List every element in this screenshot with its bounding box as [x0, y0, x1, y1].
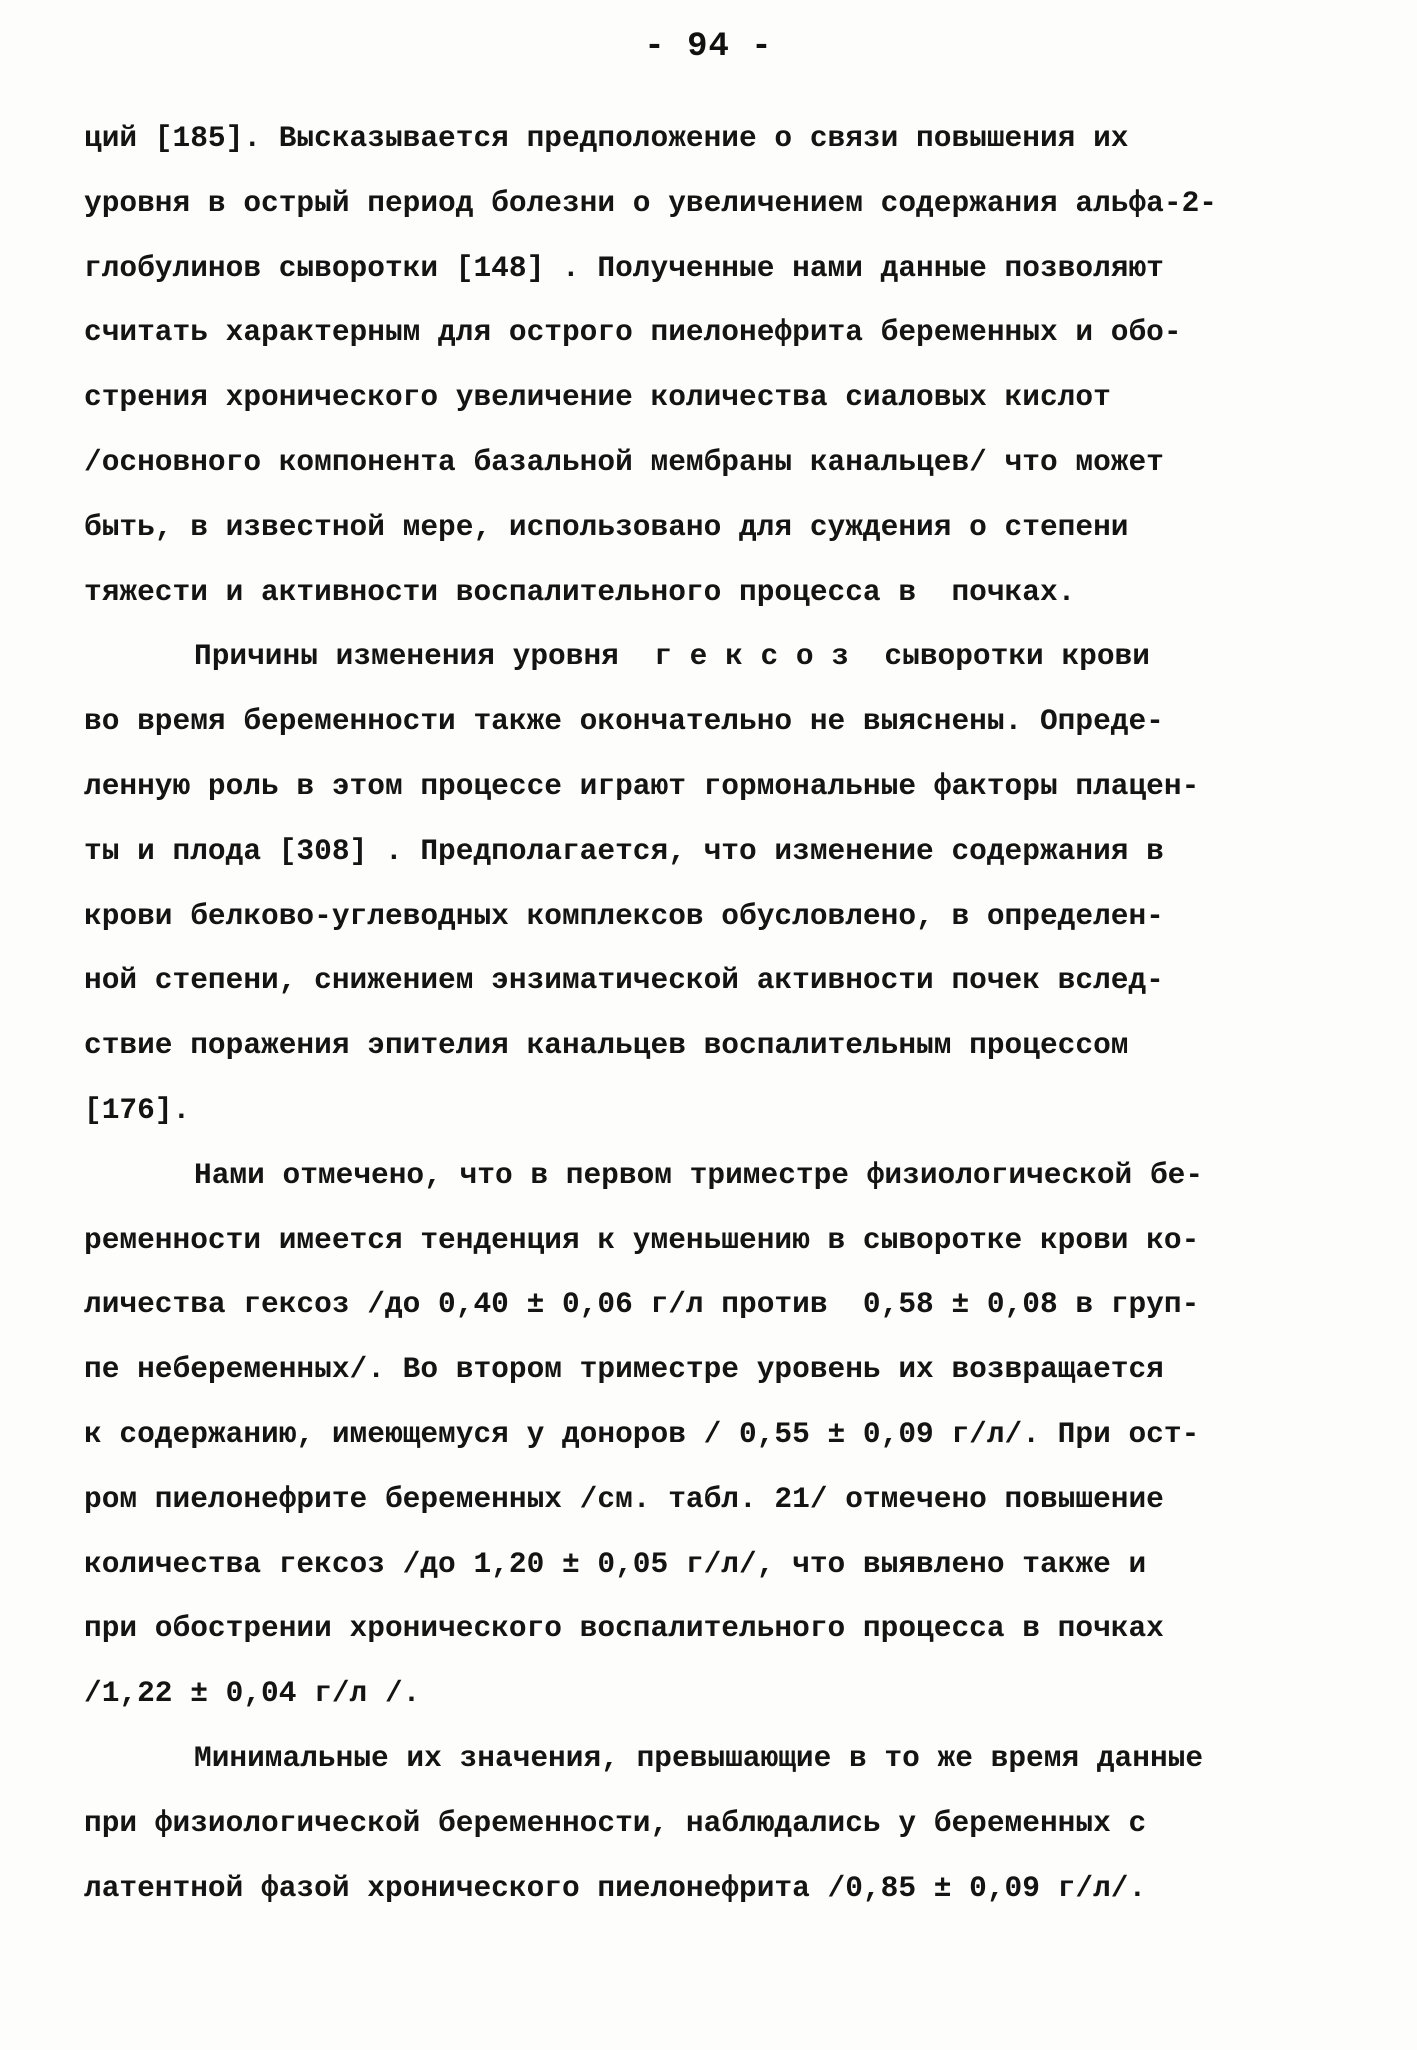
text-line: ной степени, снижением энзиматической активности почек вслед- — [84, 963, 1164, 998]
text-line: тяжести и активности воспалительного процесса в почках. — [84, 574, 1076, 609]
text-line: ленную роль в этом процессе играют гормональные факторы плацен- — [84, 768, 1200, 803]
body-text — [84, 106, 1344, 1920]
text-line: количества гексоз /до 1,20 ± 0,05 г/л/, что выявлено также и — [84, 1546, 1147, 1581]
text-line: /основного компонента базальной мембраны канальцев/ что может — [84, 444, 1164, 479]
text-line: при обострении хронического воспалительного процесса в почках — [84, 1611, 1164, 1646]
text-line: при физиологической беременности, наблюдались у беременных с — [84, 1805, 1147, 1840]
paragraph-start-line: Минимальные их значения, превышающие в то же время данные — [194, 1740, 1204, 1775]
text-line: /1,22 ± 0,04 г/л /. — [84, 1676, 421, 1711]
text-line: [176]. — [84, 1092, 191, 1127]
text-line: личества гексоз /до 0,40 ± 0,06 г/л против 0,58 ± 0,08 в груп- — [84, 1287, 1200, 1322]
text-line: быть, в известной мере, использовано для суждения о степени — [84, 509, 1129, 544]
text-line: ременности имеется тенденция к уменьшению в сыворотке крови ко- — [84, 1222, 1200, 1257]
text-line: ствие поражения эпителия канальцев воспалительным процессом — [84, 1028, 1129, 1063]
text-line: латентной фазой хронического пиелонефрита /0,85 ± 0,09 г/л/. — [84, 1870, 1147, 1905]
text-line: ций [185]. Высказывается предположение о связи повышения их — [84, 121, 1129, 155]
text-line: глобулинов сыворотки [148] . Полученные нами данные позволяют — [84, 250, 1164, 285]
text-line: уровня в острый период болезни о увеличением содержания альфа-2- — [84, 185, 1217, 220]
text-line: крови белково-углеводных комплексов обусловлено, в определен- — [84, 898, 1164, 933]
text-line: пе небеременных/. Во втором триместре уровень их возвращается — [84, 1352, 1164, 1387]
paragraph-start-line: Нами отмечено, что в первом триместре физиологической бе- — [194, 1157, 1204, 1192]
text-line: к содержанию, имеющемуся у доноров / 0,55 ± 0,09 г/л/. При ост- — [84, 1416, 1200, 1451]
text-line: ты и плода [308] . Предполагается, что изменение содержания в — [84, 833, 1164, 868]
text-line: стрения хронического увеличение количества сиаловых кислот — [84, 380, 1111, 415]
text-line: во время беременности также окончательно не выяснены. Опреде- — [84, 704, 1164, 739]
page-number: - 94 - — [644, 28, 773, 66]
text-line: ром пиелонефрите беременных /см. табл. 21/ отмечено повышение — [84, 1481, 1164, 1516]
text-line: считать характерным для острого пиелонефрита беременных и обо- — [84, 315, 1182, 350]
paragraph-start-line: Причины изменения уровня г е к с о з сыворотки крови — [194, 639, 1150, 674]
